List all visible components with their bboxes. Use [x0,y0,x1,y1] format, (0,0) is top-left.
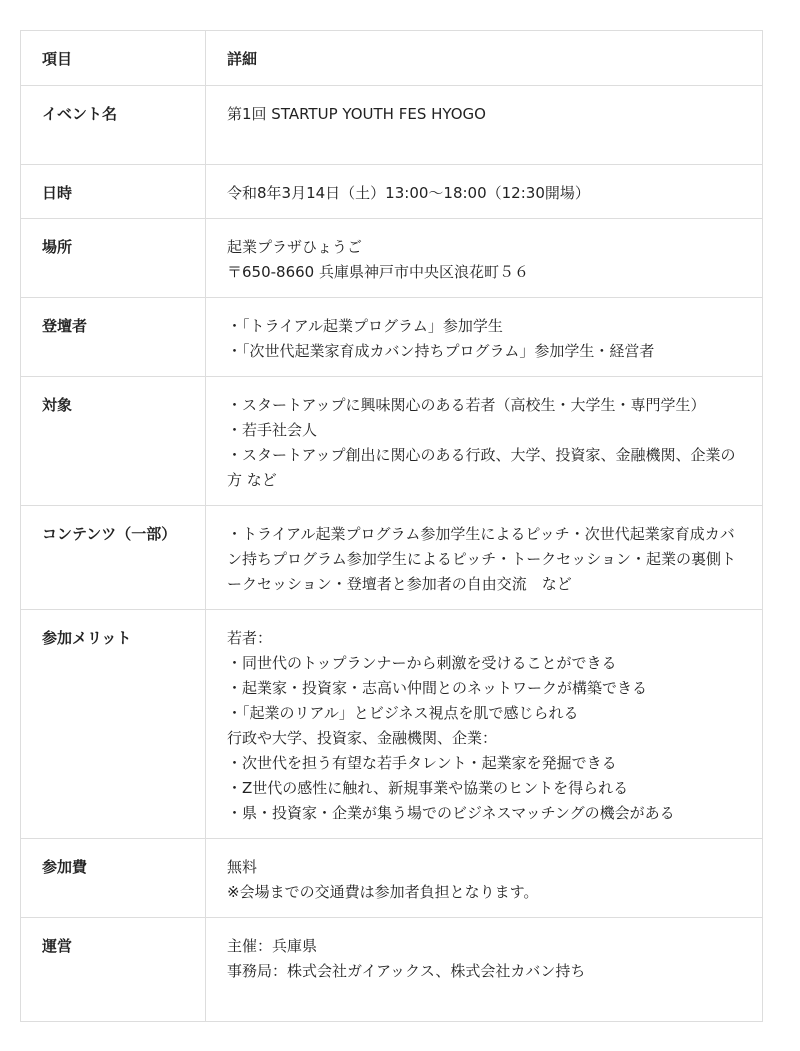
row-organizer [21,918,762,1022]
value-line: ・「起業のリアル」とビジネス視点を肌で感じられる [227,704,579,722]
row-target [21,377,762,506]
row-fee [21,839,762,918]
row-key-fee: 参加費 [21,839,206,917]
row-value-event-name [206,86,762,164]
row-event-name [21,86,762,165]
value-line: 事務局：株式会社ガイアックス、株式会社カバン持ち [227,962,586,980]
value-line: 起業プラザひょうご [227,238,363,256]
row-key-event-name: イベント名 [21,86,206,164]
row-value-merits [206,610,762,838]
row-value-fee [206,839,762,917]
value-line: 第1回 STARTUP YOUTH FES HYOGO [227,105,486,123]
value-line: ・スタートアップに興味関心のある若者（高校生・大学生・専門学生） [227,396,706,414]
row-value-speakers [206,298,762,376]
row-key-organizer: 運営 [21,918,206,1021]
value-line: ・Z世代の感性に触れ、新規事業や協業のヒントを得られる [227,779,629,797]
row-value-organizer [206,918,762,1021]
row-value-contents [206,506,762,609]
value-line: ・若手社会人 [227,421,318,439]
row-contents [21,506,762,610]
row-key-contents: コンテンツ（一部） [21,506,206,609]
row-key-merits: 参加メリット [21,610,206,838]
row-merits [21,610,762,839]
row-value-target [206,377,762,505]
value-line: ・起業家・投資家・志高い仲間とのネットワークが構築できる [227,679,648,697]
value-line: ・スタートアップ創出に関心のある行政、大学、投資家、金融機関、企業の方 など [227,446,736,489]
value-line: ・県・投資家・企業が集う場でのビジネスマッチングの機会がある [227,804,675,822]
row-venue [21,219,762,298]
row-value-datetime [206,165,762,218]
value-line: ・トライアル起業プログラム参加学生によるピッチ・次世代起業家育成カバン持ちプログラム参加学生によるピッチ・トークセッション・起業の裏側トークセッション・登壇者と参加者の自由交流 など [227,525,736,593]
value-line: ・次世代を担う有望な若手タレント・起業家を発掘できる [227,754,617,772]
value-line: ※会場までの交通費は参加者負担となります。 [227,883,539,901]
value-line: 無料 [227,858,258,876]
row-key-venue: 場所 [21,219,206,297]
header-value-cell: 詳細 [227,50,258,68]
header-key-cell: 項目 [21,31,206,85]
row-datetime [21,165,762,219]
value-line: ・「次世代起業家育成カバン持ちプログラム」参加学生・経営者 [227,342,655,360]
row-key-speakers: 登壇者 [21,298,206,376]
value-line: ・同世代のトップランナーから刺激を受けることができる [227,654,617,672]
row-key-datetime: 日時 [21,165,206,218]
value-line: 〒650-8660 兵庫県神戸市中央区浪花町５６ [227,263,529,281]
value-line: 令和8年3月14日（土）13:00〜18:00（12:30開場） [227,184,590,202]
value-line: 行政や大学、投資家、金融機関、企業： [227,729,498,747]
value-line: 若者： [227,629,273,647]
event-details-table [20,30,763,1022]
table-header-row [21,31,762,86]
value-line: ・「トライアル起業プログラム」参加学生 [227,317,503,335]
row-value-venue [206,219,762,297]
row-speakers [21,298,762,377]
row-key-target: 対象 [21,377,206,505]
value-line: 主催：兵庫県 [227,937,318,955]
